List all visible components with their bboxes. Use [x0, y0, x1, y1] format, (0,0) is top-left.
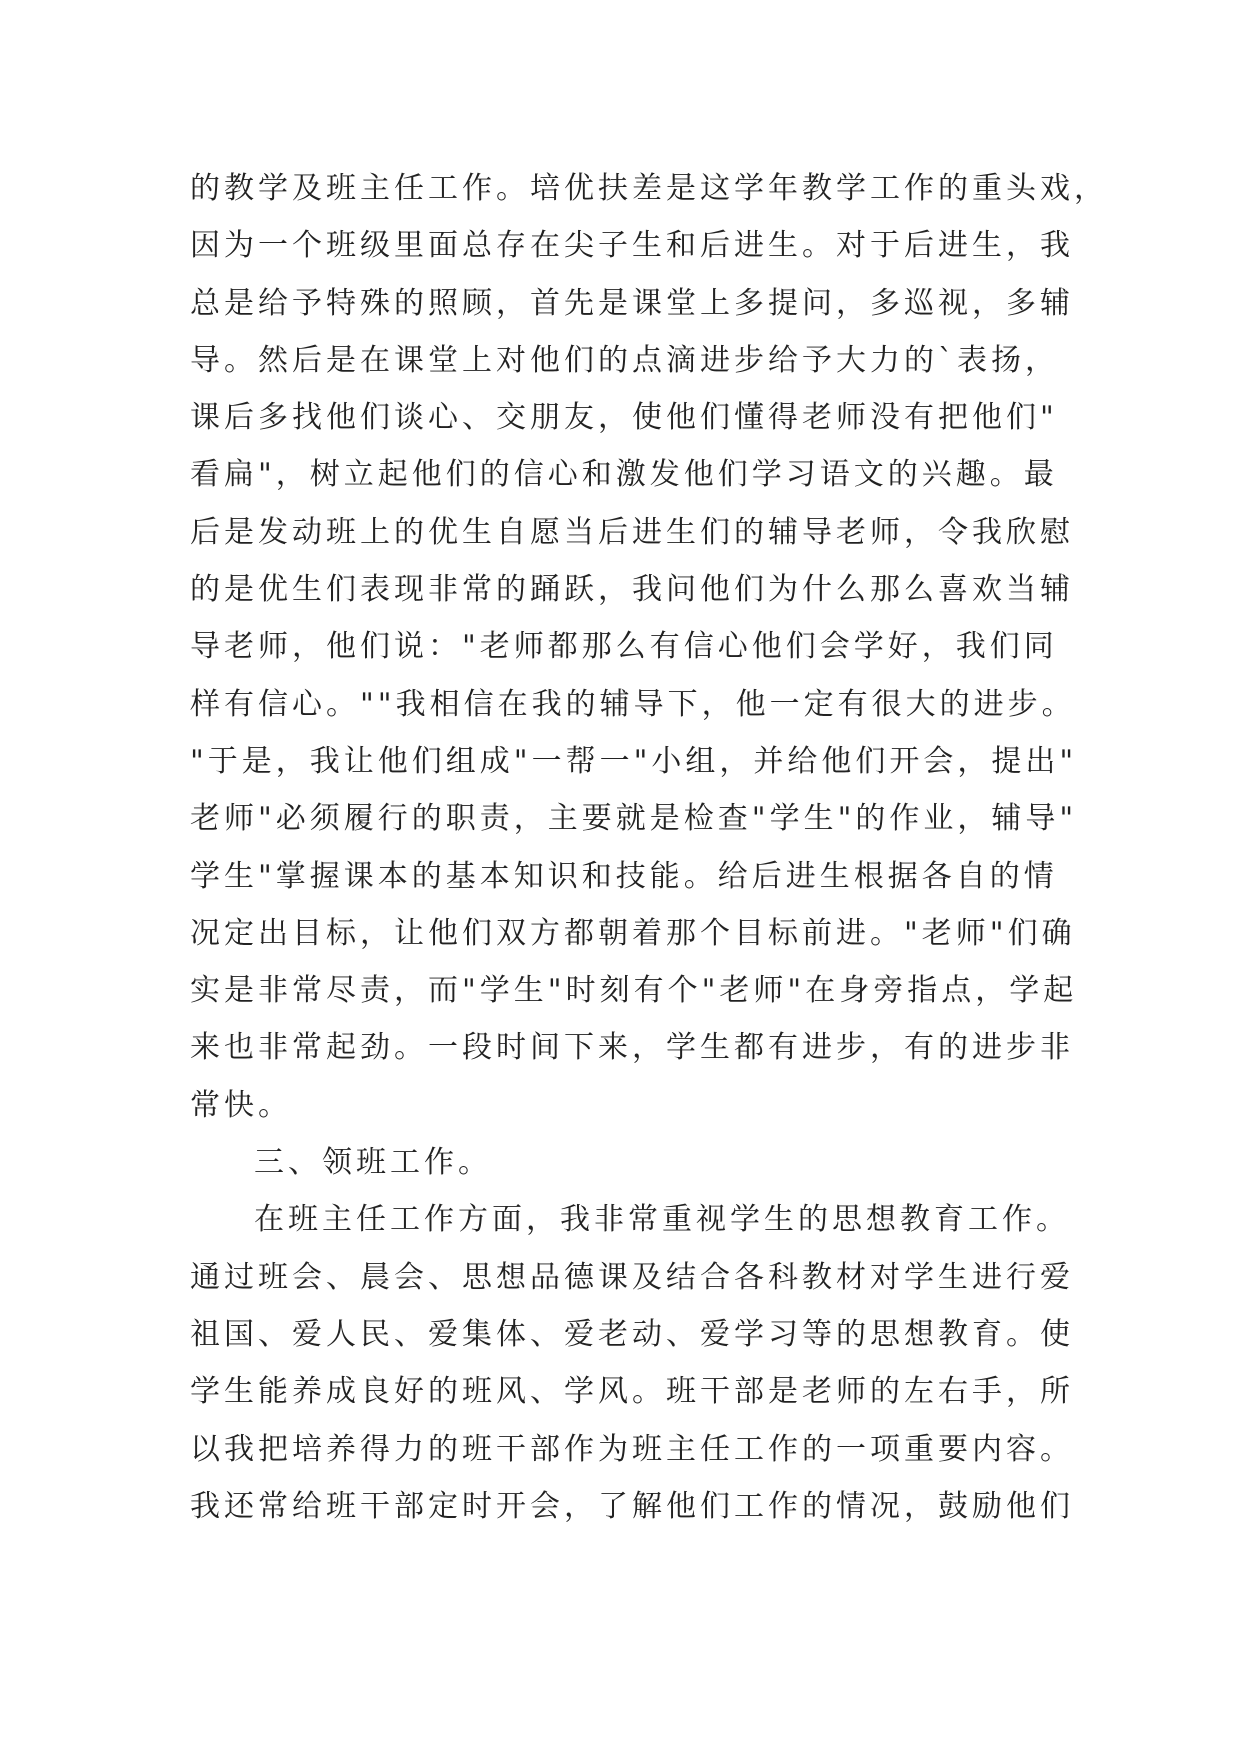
- text-line: 我还常给班干部定时开会，了解他们工作的情况，鼓励他们: [190, 1488, 1074, 1524]
- text-line: 样有信心。""我相信在我的辅导下，他一定有很大的进步。: [190, 686, 1076, 722]
- text-line: 常快。: [190, 1087, 292, 1123]
- body-text: [190, 160, 1108, 1535]
- text-line: 在班主任工作方面，我非常重视学生的思想教育工作。: [254, 1202, 1070, 1238]
- text-line: 三、领班工作。: [254, 1145, 492, 1181]
- text-line: 导老师，他们说："老师都那么有信心他们会学好，我们同: [190, 629, 1058, 665]
- text-line: 的是优生们表现非常的踊跃，我问他们为什么那么喜欢当辅: [190, 572, 1074, 608]
- text-line: 学生"掌握课本的基本知识和技能。给后进生根据各自的情: [190, 858, 1058, 894]
- text-line: 况定出目标，让他们双方都朝着那个目标前进。"老师"们确: [190, 915, 1076, 951]
- text-line: 通过班会、晨会、思想品德课及结合各科教材对学生进行爱: [190, 1259, 1074, 1295]
- text-line: 来也非常起劲。一段时间下来，学生都有进步，有的进步非: [190, 1030, 1074, 1066]
- text-line: 老师"必须履行的职责，主要就是检查"学生"的作业，辅导": [190, 801, 1078, 837]
- text-line: 课后多找他们谈心、交朋友，使他们懂得老师没有把他们": [190, 400, 1058, 436]
- text-line: "于是，我让他们组成"一帮一"小组，并给他们开会，提出": [190, 743, 1078, 779]
- text-line: 实是非常尽责，而"学生"时刻有个"老师"在身旁指点，学起: [190, 973, 1078, 1009]
- text-line: 祖国、爱人民、爱集体、爱老动、爱学习等的思想教育。使: [190, 1316, 1074, 1352]
- text-line: 看扁"，树立起他们的信心和激发他们学习语文的兴趣。最: [190, 457, 1058, 493]
- text-line: 以我把培养得力的班干部作为班主任工作的一项重要内容。: [190, 1431, 1074, 1467]
- text-line: 的教学及班主任工作。培优扶差是这学年教学工作的重头戏，: [190, 171, 1108, 206]
- text-line: 后是发动班上的优生自愿当后进生们的辅导老师，令我欣慰: [190, 514, 1074, 550]
- text-line: 总是给予特殊的照顾，首先是课堂上多提问，多巡视，多辅: [190, 285, 1074, 321]
- text-line: 导。然后是在课堂上对他们的点滴进步给予大力的`表扬，: [190, 342, 1059, 378]
- text-line: 学生能养成良好的班风、学风。班干部是老师的左右手，所: [190, 1374, 1074, 1410]
- text-line: 因为一个班级里面总存在尖子生和后进生。对于后进生，我: [190, 228, 1074, 264]
